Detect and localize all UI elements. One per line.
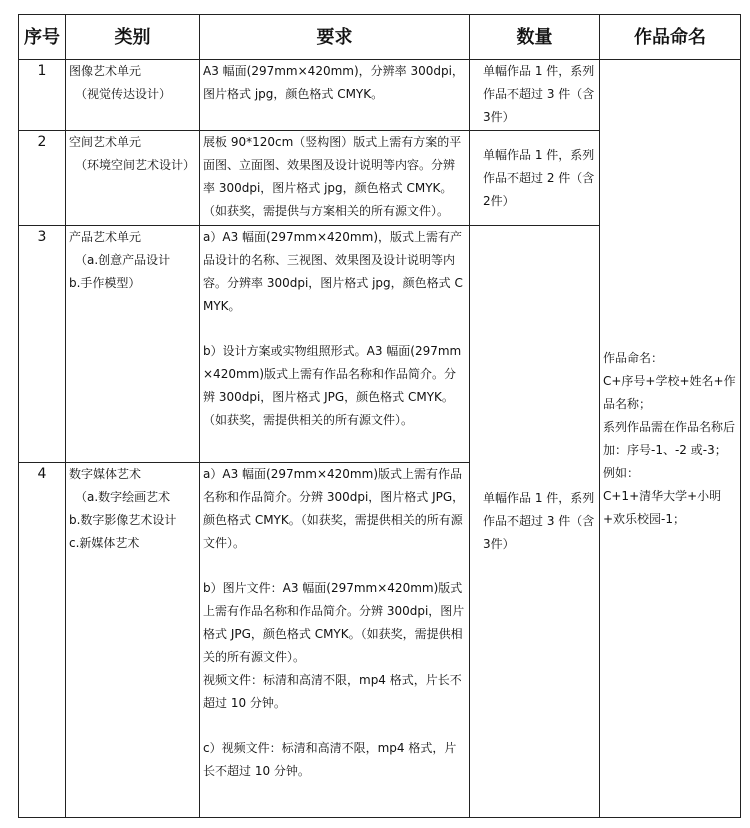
category-cell (66, 60, 200, 131)
row-number: 2 (19, 131, 66, 226)
requirement-cell (200, 226, 470, 463)
row-number: 4 (19, 463, 66, 818)
requirement-text: b）设计方案或实物组照形式。A3 幅面(297mm×420mm)版式上需有作品名称和作品简介。分辨 300dpi，图片格式 JPG，颜色格式 CMYK。（如获奖，需提供相关的所有源文件）。 (203, 344, 462, 427)
category-line: （视觉传达设计） (75, 87, 172, 101)
requirement-cell (200, 131, 470, 226)
requirement-text: 视频文件：标清和高清不限，mp4 格式，片长不超过 10 分钟。 (203, 673, 462, 710)
quantity-text: 单幅作品 1 件，系列作品不超过 3 件（含 3件） (483, 491, 599, 551)
requirement-text: a）A3 幅面(297mm×420mm)，版式上需有产品设计的名称、三视图、效果图及设计说明等内容。分辨率 300dpi，图片格式 jpg，颜色格式 CMYK。 (203, 230, 463, 313)
quantity-cell (470, 60, 600, 131)
category-line: 数字媒体艺术 (69, 467, 142, 481)
header-category: 类别 (66, 15, 200, 60)
requirement-text: b）图片文件：A3 幅面(297mm×420mm)版式上需有作品名称和作品简介。分辨 300dpi，图片格式 JPG，颜色格式 CMYK。（如获奖，需提供相关的所有源文件）。 (203, 581, 465, 664)
header-quantity: 数量 (470, 15, 600, 60)
requirement-cell (200, 60, 470, 131)
header-no: 序号 (19, 15, 66, 60)
category-cell (66, 131, 200, 226)
category-line: 图像艺术单元 (69, 64, 142, 78)
requirement-text: a）A3 幅面(297mm×420mm)版式上需有作品名称和作品简介。分辨 300dpi，图片格式 JPG，颜色格式 CMYK。（如获奖，需提供相关的所有源文件）。 (203, 467, 465, 550)
category-line: 产品艺术单元 (69, 230, 142, 244)
quantity-text: 单幅作品 1 件，系列作品不超过 3 件（含 3件） (483, 64, 599, 124)
header-row (19, 15, 741, 60)
category-line: （a.数字绘画艺术 (75, 490, 171, 504)
category-line: （环境空间艺术设计） (75, 158, 196, 172)
category-line: （a.创意产品设计 (75, 253, 171, 267)
header-naming: 作品命名 (600, 15, 741, 60)
naming-rule: C+序号+学校+姓名+作品名称； (603, 373, 736, 411)
category-cell (66, 463, 200, 818)
naming-series-rule: 系列作品需在作品名称后加：序号-1、-2 或-3； (603, 419, 736, 457)
table-row (19, 60, 741, 131)
requirement-text: 展板 90*120cm（竖构图）版式上需有方案的平面图、立面图、效果图及设计说明等内容。分辨率 300dpi，图片格式 jpg，颜色格式 CMYK。（如获奖，需提供与方案相关的所有源文件）。 (203, 135, 462, 218)
requirement-cell (200, 463, 470, 818)
category-cell (66, 226, 200, 463)
requirements-table-wrapper (18, 14, 741, 818)
row-number: 3 (19, 226, 66, 463)
category-line: b.数字影像艺术设计 (69, 513, 177, 527)
category-line: b.手作模型） (69, 276, 141, 290)
naming-label: 作品命名： (603, 350, 664, 365)
requirement-text: c）视频文件：标清和高清不限，mp4 格式，片长不超过 10 分钟。 (203, 741, 457, 778)
row-number: 1 (19, 60, 66, 131)
quantity-text: 单幅作品 1 件，系列作品不超过 2 件（含 2件） (483, 147, 599, 208)
naming-example-label: 例如： (603, 465, 640, 480)
quantity-cell (470, 226, 600, 818)
quantity-cell (470, 131, 600, 226)
category-line: c.新媒体艺术 (69, 536, 140, 550)
header-requirement: 要求 (200, 15, 470, 60)
requirements-table (18, 14, 741, 818)
naming-example: C+1+清华大学+小明+欢乐校园-1； (603, 488, 722, 526)
category-line: 空间艺术单元 (69, 135, 142, 149)
requirement-text: A3 幅面(297mm×420mm)，分辨率 300dpi，图片格式 jpg，颜色格式 CMYK。 (203, 64, 464, 101)
naming-cell (600, 60, 741, 818)
